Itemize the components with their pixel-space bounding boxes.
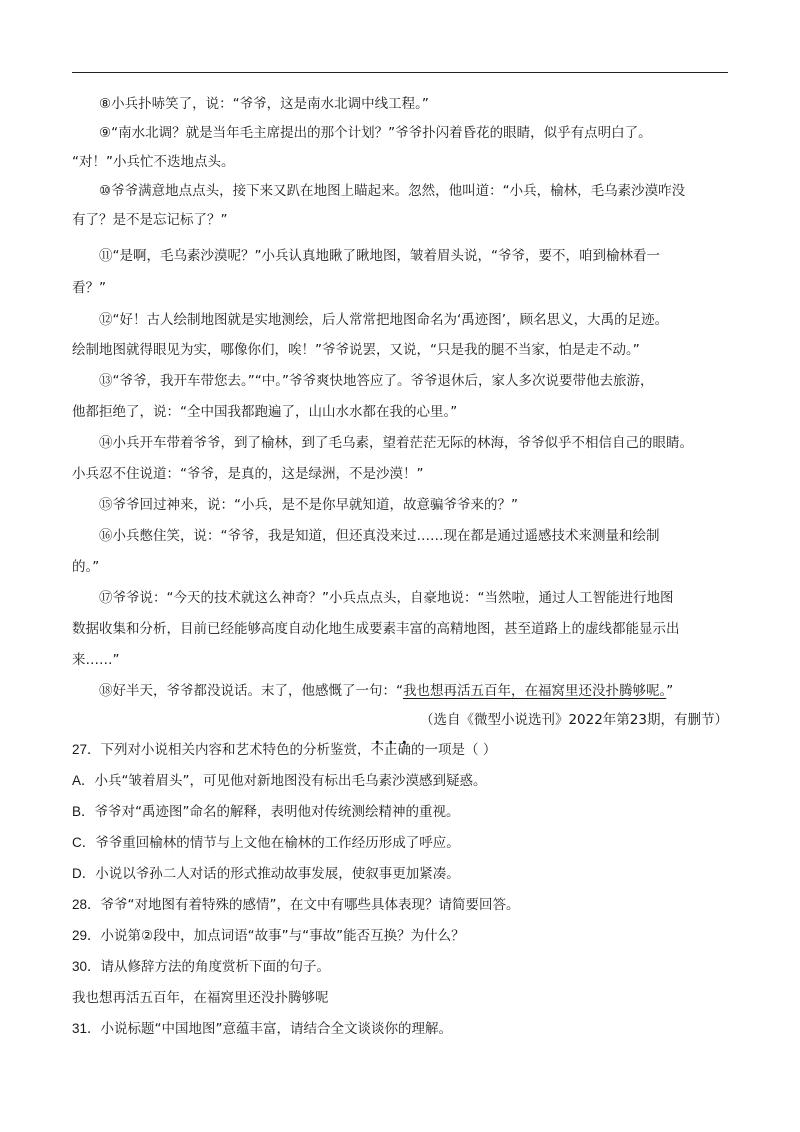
paragraph-11-line-2: 看？” [72,280,106,296]
question-30 [72,957,330,977]
emphasis-char-2: 正 [384,742,398,758]
option-a-text: 小兵“皱着眉头”，可见他对新地图没有标出毛乌素沙漠感到疑惑。 [94,773,487,789]
paragraph-15: ⑮爷爷回过神来，说：“小兵，是不是你早就知道，故意骗爷爷来的？” [99,497,518,513]
paragraph-10-line-2: 有了？是不是忘记标了？” [72,212,228,228]
option-c-label: C． [72,835,96,850]
question-27 [72,740,496,760]
option-b-text: 爷爷对“禹迹图”命名的解释，表明他对传统测绘精神的重视。 [94,804,460,820]
paragraph-14-line-2: 小兵忍不住说道：“爷爷，是真的，这是绿洲，不是沙漠！” [72,466,424,482]
question-27-number: 27． [72,742,101,757]
option-c-text: 爷爷重回榆林的情节与上文他在榆林的工作经历形成了呼应。 [95,835,460,851]
option-d [72,864,460,884]
question-29-text: 小说第②段中，加点词语“故事”与“事故”能否互换？为什么？ [100,928,465,944]
paragraph-18-lead: ⑱好半天，爷爷都没说话。末了，他感慨了一句：“ [99,683,403,699]
question-30-number: 30． [72,959,101,974]
option-b-label: B． [72,804,95,819]
paragraph-13-line-2: 他都拒绝了，说：“全中国我都跑遍了，山山水水都在我的心里。” [72,404,458,420]
option-d-label: D． [72,866,96,881]
question-28-text: 爷爷“对地图有着特殊的感情”，在文中有哪些具体表现？请简要回答。 [100,897,520,913]
paragraph-9: ⑨“南水北调？就是当年毛主席提出的那个计划？”爷爷扑闪着昏花的眼睛，似乎有点明白了。 [99,125,652,141]
option-c [72,833,460,853]
paragraph-9-reply: “对！”小兵忙不迭地点头。 [72,154,235,170]
option-a [72,771,487,791]
option-d-text: 小说以爷孙二人对话的形式推动故事发展，使叙事更加紧凑。 [95,866,460,882]
paragraph-10-line-1: ⑩爷爷满意地点点头，接下来又趴在地图上瞄起来。忽然，他叫道：“小兵，榆林，毛乌素沙漠咋没 [99,183,686,199]
paragraph-18 [72,681,673,701]
question-31 [72,1019,452,1039]
option-b [72,802,460,822]
option-a-label: A． [72,773,95,788]
question-30-text: 请从修辞方法的角度赏析下面的句子。 [100,959,331,975]
question-29 [72,926,465,946]
paragraph-18-close: ” [666,683,674,699]
emphasis-char-1: 不 [370,742,385,758]
question-30-sentence: 我也想再活五百年，在福窝里还没扑腾够呢 [72,990,329,1006]
paragraph-14-line-1: ⑭小兵开车带着爷爷，到了榆林，到了毛乌素，望着茫茫无际的林海，爷爷似乎不相信自己的眼睛。 [99,435,693,451]
paragraph-11-line-1: ⑪“是啊，毛乌素沙漠呢？”小兵认真地瞅了瞅地图，皱着眉头说，“爷爷，要不，咱到榆林看一 [99,248,660,264]
paragraph-17-line-3: 来……” [72,652,120,668]
question-31-number: 31． [72,1021,101,1036]
paragraph-8: ⑧小兵扑哧笑了，说：“爷爷，这是南水北调中线工程。” [99,96,429,112]
underlined-sentence: 我也想再活五百年，在福窝里还没扑腾够呢。 [403,683,667,699]
question-27-text: 下列对小说相关内容和艺术特色的分析鉴赏， [100,742,371,758]
paragraph-12-line-2: 绘制地图就得眼见为实，哪像你们，唉！”爷爷说罢，又说，“只是我的腿不当家，怕是走不动。” [72,342,640,358]
question-27-tail: 的一项是（ ） [411,742,497,758]
paragraph-13-line-1: ⑬“爷爷，我开车带您去。”“中。”爷爷爽快地答应了。爷爷退休后，家人多次说要带他去旅游， [99,373,654,389]
paragraph-16-line-2: 的。” [72,559,100,575]
question-28 [72,895,520,915]
paragraph-12-line-1: ⑫“好！古人绘制地图就是实地测绘，后人常常把地图命名为‘禹迹图’，顾名思义，大禹的足迹。 [99,312,669,328]
question-28-number: 28． [72,897,101,912]
question-29-number: 29． [72,928,101,943]
emphasis-char-3: 确 [397,742,412,758]
paragraph-16-line-1: ⑯小兵憋住笑，说：“爷爷，我是知道，但还真没来过……现在都是通过遥感技术来测量和绘制 [99,528,660,544]
header-rule [72,72,728,73]
source-citation: （选自《微型小说选刊》2022年第23期，有删节） [419,712,728,728]
question-31-text: 小说标题“中国地图”意蕴丰富，请结合全文谈谈你的理解。 [100,1021,453,1037]
paragraph-17-line-2: 数据收集和分析，目前已经能够高度自动化地生成要素丰富的高精地图，甚至道路上的虚线都能显示出 [72,621,680,637]
paragraph-17-line-1: ⑰爷爷说：“今天的技术就这么神奇？”小兵点点头，自豪地说：“当然啦，通过人工智能进行地图 [99,590,674,606]
